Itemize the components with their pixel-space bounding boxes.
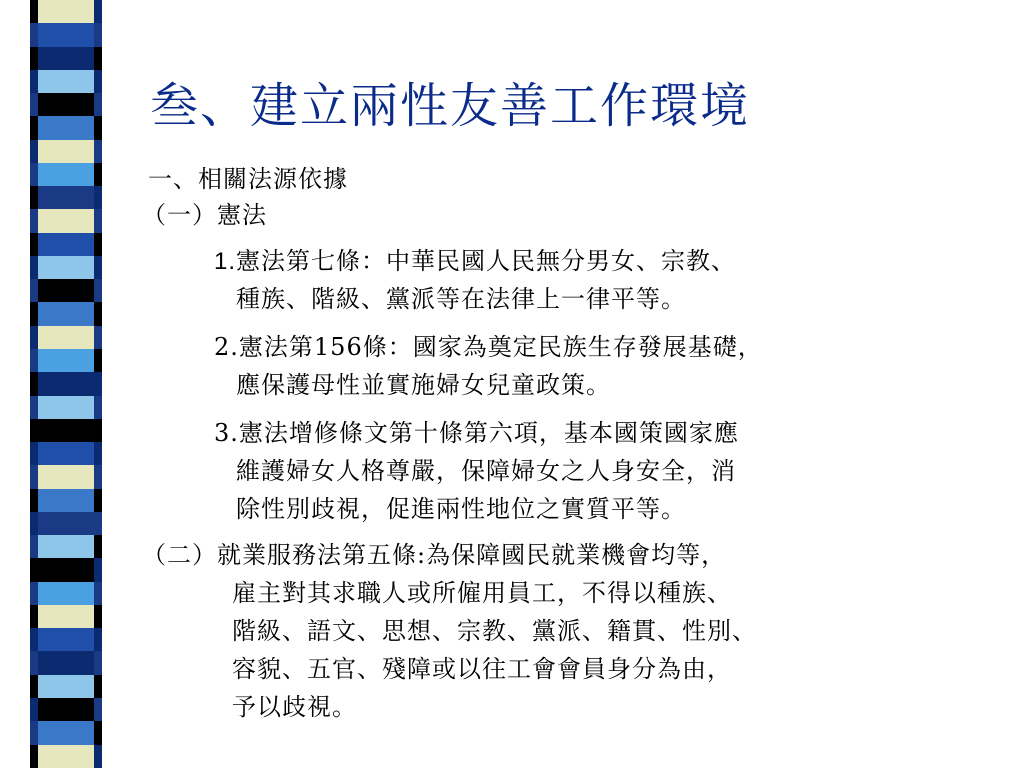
stripe-block — [38, 465, 94, 488]
stripe-block — [38, 535, 94, 558]
stripe-edge-left — [30, 396, 38, 419]
item-1-text-1: 憲法第七條：中華民國人民無分男女、宗教、 — [236, 247, 737, 275]
stripe-block — [38, 140, 94, 163]
stripe-edge-right — [94, 721, 102, 744]
stripe-edge-right — [94, 279, 102, 302]
stripe-edge-left — [30, 279, 38, 302]
stripe-edge-right — [94, 628, 102, 651]
stripe-edge-left — [30, 372, 38, 395]
stripe-edge-left — [30, 489, 38, 512]
stripe-block — [38, 558, 94, 581]
section-1-item-3-line-1 — [214, 418, 739, 448]
stripe-edge-right — [94, 698, 102, 721]
stripe-edge-right — [94, 163, 102, 186]
stripe-block — [38, 745, 94, 768]
stripe-edge-right — [94, 465, 102, 488]
stripe-block — [38, 93, 94, 116]
stripe-edge-left — [30, 233, 38, 256]
stripe-block — [38, 23, 94, 46]
stripe-edge-left — [30, 186, 38, 209]
stripe-block — [38, 512, 94, 535]
stripe-edge-right — [94, 558, 102, 581]
stripe-block — [38, 605, 94, 628]
stripe-block — [38, 372, 94, 395]
item-3-text-1: 憲法增修條文第十條第六項，基本國策國家應 — [238, 419, 739, 447]
stripe-edge-left — [30, 209, 38, 232]
section-2-line-5: 予以歧視。 — [232, 693, 357, 721]
section-2-line-1 — [142, 540, 726, 570]
section-1-item-2-line-1 — [214, 332, 763, 362]
stripe-block — [38, 721, 94, 744]
stripe-block — [38, 698, 94, 721]
stripe-edge-right — [94, 23, 102, 46]
stripe-edge-left — [30, 349, 38, 372]
stripe-block — [38, 256, 94, 279]
section-1-item-3-line-2: 維護婦女人格尊嚴，保障婦女之人身安全，消 — [236, 457, 736, 485]
section-1-item-3-line-3: 除性別歧視，促進兩性地位之實質平等。 — [236, 495, 686, 523]
stripe-edge-right — [94, 489, 102, 512]
stripe-edge-left — [30, 302, 38, 325]
stripe-edge-right — [94, 442, 102, 465]
section-1-item-1-line-1 — [214, 246, 736, 277]
item-2-number: 2. — [214, 333, 239, 361]
stripe-edge-left — [30, 0, 38, 23]
stripe-edge-left — [30, 70, 38, 93]
stripe-edge-left — [30, 326, 38, 349]
stripe-block — [38, 302, 94, 325]
stripe-block — [38, 651, 94, 674]
stripe-edge-left — [30, 93, 38, 116]
stripe-edge-left — [30, 163, 38, 186]
stripe-edge-right — [94, 675, 102, 698]
stripe-edge-left — [30, 535, 38, 558]
section-2-line-2: 雇主對其求職人或所僱用員工，不得以種族、 — [232, 579, 732, 607]
stripe-edge-right — [94, 47, 102, 70]
stripe-edge-right — [94, 70, 102, 93]
stripe-edge-right — [94, 326, 102, 349]
stripe-edge-right — [94, 745, 102, 768]
section-2-line-4: 容貌、五官、殘障或以往工會會員身分為由， — [232, 655, 732, 683]
section-2-line-3: 階級、語文、思想、宗教、黨派、籍貫、性別、 — [232, 617, 757, 645]
stripe-edge-right — [94, 372, 102, 395]
stripe-edge-right — [94, 582, 102, 605]
stripe-block — [38, 279, 94, 302]
stripe-block — [38, 209, 94, 232]
stripe-block — [38, 675, 94, 698]
stripe-edge-right — [94, 349, 102, 372]
slide-title: 叁、建立兩性友善工作環境 — [150, 78, 751, 134]
stripe-edge-right — [94, 256, 102, 279]
stripe-edge-left — [30, 512, 38, 535]
item-1-number: 1. — [214, 248, 237, 275]
stripe-edge-right — [94, 419, 102, 442]
stripe-block — [38, 582, 94, 605]
stripe-block — [38, 0, 94, 23]
stripe-edge-right — [94, 605, 102, 628]
stripe-block — [38, 396, 94, 419]
stripe-edge-right — [94, 0, 102, 23]
section-1-heading — [142, 200, 267, 230]
stripe-block — [38, 47, 94, 70]
stripe-block — [38, 489, 94, 512]
section-1-label: 憲法 — [217, 201, 267, 229]
item-2-text-1: 憲法第156條：國家為奠定民族生存發展基礎， — [238, 333, 763, 361]
stripe-edge-left — [30, 651, 38, 674]
section-1-marker: （一） — [142, 201, 217, 229]
stripe-edge-left — [30, 419, 38, 442]
stripe-edge-left — [30, 675, 38, 698]
stripe-edge-right — [94, 116, 102, 139]
stripe-edge-left — [30, 582, 38, 605]
heading-legal-sources: 一、相關法源依據 — [148, 165, 348, 193]
stripe-edge-left — [30, 605, 38, 628]
stripe-edge-right — [94, 186, 102, 209]
stripe-edge-left — [30, 47, 38, 70]
stripe-edge-left — [30, 23, 38, 46]
stripe-edge-left — [30, 721, 38, 744]
section-2-marker: （二） — [142, 541, 217, 569]
stripe-edge-left — [30, 745, 38, 768]
stripe-block — [38, 233, 94, 256]
section-1-item-1-line-2: 種族、階級、黨派等在法律上一律平等。 — [236, 285, 686, 313]
stripe-edge-left — [30, 698, 38, 721]
stripe-edge-left — [30, 442, 38, 465]
stripe-edge-left — [30, 140, 38, 163]
stripe-edge-right — [94, 302, 102, 325]
item-3-number: 3. — [214, 419, 239, 447]
stripe-block — [38, 628, 94, 651]
section-1-item-2-line-2: 應保護母性並實施婦女兒童政策。 — [236, 371, 611, 399]
decorative-stripe-bar — [38, 0, 94, 768]
stripe-edge-right — [94, 209, 102, 232]
stripe-edge-left — [30, 256, 38, 279]
stripe-block — [38, 163, 94, 186]
stripe-edge-right — [94, 93, 102, 116]
stripe-edge-right — [94, 233, 102, 256]
stripe-block — [38, 186, 94, 209]
stripe-edge-right — [94, 396, 102, 419]
stripe-edge-right — [94, 140, 102, 163]
stripe-edge-left — [30, 558, 38, 581]
stripe-block — [38, 116, 94, 139]
stripe-block — [38, 419, 94, 442]
stripe-block — [38, 70, 94, 93]
stripe-block — [38, 326, 94, 349]
stripe-block — [38, 442, 94, 465]
section-2-text-1: 就業服務法第五條:為保障國民就業機會均等， — [217, 541, 727, 569]
stripe-edge-right — [94, 535, 102, 558]
stripe-edge-left — [30, 465, 38, 488]
stripe-edge-left — [30, 628, 38, 651]
stripe-edge-right — [94, 512, 102, 535]
stripe-edge-left — [30, 116, 38, 139]
stripe-edge-right — [94, 651, 102, 674]
stripe-block — [38, 349, 94, 372]
